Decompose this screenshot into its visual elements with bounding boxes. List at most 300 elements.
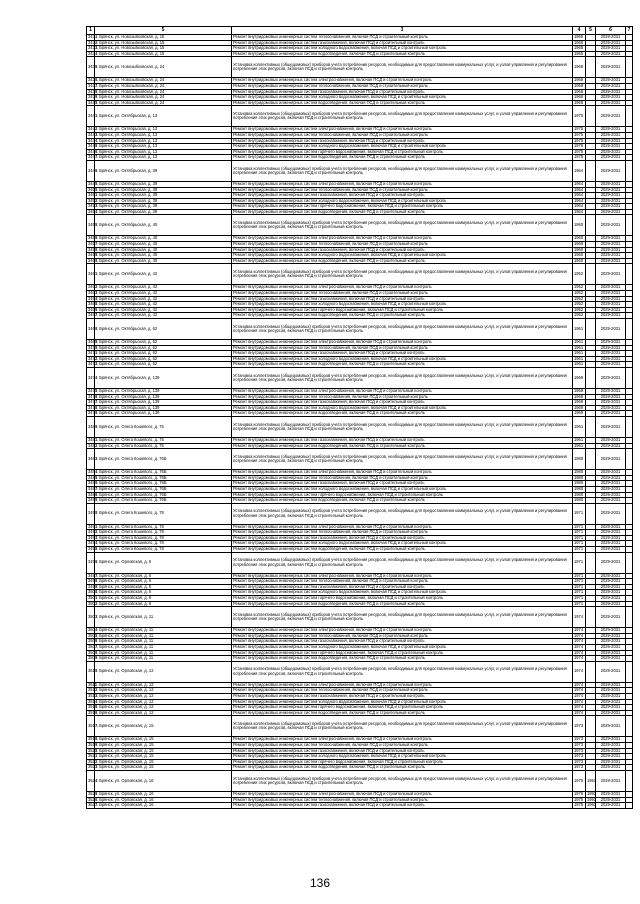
address-cell: г. Брянск, ул. Новозыбковская, д. 24: [95, 57, 232, 78]
row-number-cell: 3487: [88, 485, 98, 491]
work-type-cell: Ремонт внутридомовых инженерных систем водоотведения, включая ПСД и строительный контроль: [232, 443, 573, 449]
work-type-cell: Ремонт внутридомовых инженерных систем водоотведения, включая ПСД и строительный контроль: [232, 209, 573, 215]
empty-cell: [626, 319, 633, 340]
table-row: [87, 367, 633, 388]
work-type-cell: Ремонт внутридомовых инженерных систем водоотведения, включая ПСД и строительный контроль: [232, 362, 573, 368]
period-cell: 2029-2031: [596, 198, 626, 204]
work-type-cell: Ремонт внутридомовых инженерных систем электроснабжения, включая ПСД и строительный контроль: [232, 737, 573, 743]
year-cell: 1960: [573, 258, 586, 264]
empty-cell: [626, 215, 633, 236]
row-number-cell: 3463: [88, 290, 98, 296]
address-cell: г. Брянск, ул. Октябрьская, д. 39: [95, 187, 232, 193]
row-number-cell: 3509: [88, 655, 98, 661]
address-cell: г. Брянск, ул. Новозыбковская, д. 15: [95, 35, 232, 41]
work-type-cell: Установка коллективных (общедомовых) приборов учета потребления ресурсов, необходимых для предоставления коммунальных услуг, и узлов управления и регулирования потребления этих ресурсов, включая ПСД и строительный контроль: [232, 552, 573, 573]
period-cell: 2029-2031: [596, 803, 626, 809]
address-cell: г. Брянск, ул. Орловская, д. 15: [95, 748, 232, 754]
row-number-cell: 3461: [87, 264, 95, 285]
work-type-cell: Ремонт внутридомовых инженерных систем водоотведения, включая ПСД и строительный контроль: [232, 313, 573, 319]
period-cell: 2029-2031: [596, 144, 626, 150]
address-cell: г. Брянск, ул. Олега Кошевого, д. 75: [95, 443, 232, 449]
row-number-cell: 3478: [88, 404, 98, 410]
table-row: [87, 661, 633, 682]
header-cell: 3: [232, 27, 573, 35]
table-row: [87, 215, 633, 236]
extra-year-cell: [586, 367, 596, 388]
year-cell: 1952: [573, 307, 586, 313]
address-cell: г. Брянск, ул. Новозыбковская, д. 24: [95, 100, 232, 106]
address-cell: г. Брянск, ул. Новозыбковская, д. 15: [95, 51, 232, 57]
year-cell: 1975: [573, 144, 586, 150]
address-cell: г. Брянск, ул. Октябрьская, д. 13: [95, 155, 232, 161]
address-cell: г. Брянск, ул. Октябрьская, д. 62: [95, 356, 232, 362]
year-cell: 1980: [573, 492, 586, 498]
work-type-cell: Ремонт внутридомовых инженерных систем газоснабжения, включая ПСД и строительный контроль: [232, 247, 573, 253]
row-number-cell: 3464: [88, 295, 98, 301]
row-number-cell: 3453: [88, 203, 98, 209]
period-cell: 2029-2031: [596, 155, 626, 161]
year-cell: 1961: [573, 356, 586, 362]
work-type-cell: Ремонт внутридомовых инженерных систем электроснабжения, включая ПСД и строительный контроль: [232, 285, 573, 291]
row-number-cell: 3523: [88, 764, 98, 770]
extra-year-cell: [586, 416, 596, 437]
period-cell: 2029-2031: [596, 46, 626, 52]
row-number-cell: 3450: [88, 186, 98, 192]
period-cell: 2029-2031: [596, 405, 626, 411]
year-cell: 1971: [573, 552, 586, 573]
address-cell: г. Брянск, ул. Орловская, д. 11: [95, 607, 232, 628]
period-cell: 2029-2031: [596, 470, 626, 476]
row-number-cell: 3439: [88, 94, 98, 100]
year-cell: 1964: [573, 204, 586, 210]
year-cell: 1961: [573, 443, 586, 449]
period-cell: 2029-2031: [596, 748, 626, 754]
work-type-cell: Ремонт внутридомовых инженерных систем теплоснабжения, включая ПСД и строительный контроль: [232, 291, 573, 297]
row-number-cell: 3431: [88, 34, 98, 39]
period-cell: 2029-2031: [596, 400, 626, 406]
year-cell: 1960: [573, 215, 586, 236]
address-cell: г. Брянск, ул. Октябрьская, д. 40: [95, 215, 232, 236]
year-cell: 1971: [573, 579, 586, 585]
row-number-cell: 3522: [88, 758, 98, 764]
address-cell: г. Брянск, ул. Октябрьская, д. 13: [95, 138, 232, 144]
year-cell: 1969: [573, 411, 586, 417]
row-number-cell: 3516: [88, 709, 98, 715]
header-cell: 5: [586, 27, 596, 35]
row-number-cell: 3491: [88, 523, 98, 529]
year-cell: 1969: [573, 394, 586, 400]
address-cell: г. Брянск, ул. Октябрьская, д. 40: [95, 253, 232, 259]
period-cell: 2029-2031: [596, 650, 626, 656]
work-type-cell: Ремонт внутридомовых инженерных систем теплоснабжения, включая ПСД и строительный контроль: [232, 132, 573, 138]
address-cell: г. Брянск, ул. Орловская, д. 11: [95, 650, 232, 656]
address-cell: г. Брянск, ул. Октябрьская, д. 139: [95, 405, 232, 411]
period-cell: 2029-2031: [596, 215, 626, 236]
year-cell: 1952: [573, 296, 586, 302]
period-cell: 2029-2031: [596, 601, 626, 607]
year-cell: 1975: [573, 770, 586, 791]
address-cell: г. Брянск, ул. Орловская, д. 15: [95, 742, 232, 748]
period-cell: 2029-2031: [596, 705, 626, 711]
work-type-cell: Ремонт внутридомовых инженерных систем электроснабжения, включая ПСД и строительный контроль: [232, 236, 573, 242]
address-cell: г. Брянск, ул. Новозыбковская, д. 15: [95, 40, 232, 46]
year-cell: 1961: [573, 437, 586, 443]
row-number-cell: 3440: [88, 99, 98, 105]
extra-year-cell: [586, 449, 596, 470]
work-type-cell: Ремонт внутридомовых инженерных систем горячего водоснабжения, включая ПСД и строительный контроль: [232, 149, 573, 155]
year-cell: 1971: [573, 524, 586, 530]
row-number-cell: 3521: [88, 753, 98, 759]
row-number-cell: 3513: [88, 692, 98, 698]
address-cell: г. Брянск, ул. Олега Кошевого, д. 78: [95, 503, 232, 524]
address-cell: г. Брянск, ул. Орловская, д. 6: [95, 596, 232, 602]
address-cell: г. Брянск, ул. Орловская, д. 6: [95, 552, 232, 573]
work-type-cell: Установка коллективных (общедомовых) приборов учета потребления ресурсов, необходимых для предоставления коммунальных услуг, и узлов управления и регулирования потребления этих ресурсов, включая ПСД и строительный контроль: [232, 607, 573, 628]
row-number-cell: 3457: [88, 241, 98, 247]
year-cell: 1961: [573, 362, 586, 368]
work-type-cell: Ремонт внутридомовых инженерных систем теплоснабжения, включая ПСД и строительный контроль: [232, 242, 573, 248]
row-number-cell: 3517: [87, 716, 95, 737]
work-type-cell: Ремонт внутридомовых инженерных систем теплоснабжения, включая ПСД и строительный контроль: [232, 797, 573, 803]
work-type-cell: Ремонт внутридомовых инженерных систем электроснабжения, включая ПСД и строительный контроль: [232, 127, 573, 133]
year-cell: 1971: [573, 541, 586, 547]
table-row: [87, 552, 633, 573]
period-cell: 2029-2031: [596, 573, 626, 579]
period-cell: 2029-2031: [596, 78, 626, 84]
row-number-cell: 3493: [88, 534, 98, 540]
period-cell: 2029-2031: [596, 661, 626, 682]
row-number-cell: 3495: [88, 546, 98, 552]
year-cell: 1971: [573, 535, 586, 541]
address-cell: г. Брянск, ул. Орловская, д. 6: [95, 584, 232, 590]
year-cell: 1971: [573, 584, 586, 590]
period-cell: 2029-2031: [596, 437, 626, 443]
address-cell: г. Брянск, ул. Октябрьская, д. 62: [95, 319, 232, 340]
row-number-cell: 3445: [88, 143, 98, 149]
address-cell: г. Брянск, ул. Орловская, д. 12: [95, 705, 232, 711]
period-cell: 2029-2031: [596, 541, 626, 547]
row-number-cell: 3443: [88, 131, 98, 137]
work-type-cell: Ремонт внутридомовых инженерных систем горячего водоснабжения, включая ПСД и строительный контроль: [232, 492, 573, 498]
period-cell: 2029-2031: [596, 247, 626, 253]
extra-year-cell: [586, 607, 596, 628]
address-cell: г. Брянск, ул. Орловская, д. 6: [95, 601, 232, 607]
row-number-cell: 3468: [87, 319, 95, 340]
address-cell: г. Брянск, ул. Орловская, д. 6: [95, 573, 232, 579]
row-number-cell: 3512: [88, 687, 98, 693]
year-cell: 1971: [573, 601, 586, 607]
address-cell: г. Брянск, ул. Орловская, д. 12: [95, 699, 232, 705]
period-cell: 2029-2031: [596, 313, 626, 319]
work-type-cell: Ремонт внутридомовых инженерных систем газоснабжения, включая ПСД и строительный контроль: [232, 351, 573, 357]
period-cell: 2029-2031: [596, 367, 626, 388]
address-cell: г. Брянск, ул. Орловская, д. 12: [95, 688, 232, 694]
row-number-cell: 3502: [88, 600, 98, 606]
work-type-cell: Установка коллективных (общедомовых) приборов учета потребления ресурсов, необходимых для предоставления коммунальных услуг, и узлов управления и регулирования потребления этих ресурсов, включая ПСД и строительный контроль: [232, 264, 573, 285]
empty-cell: [626, 607, 633, 628]
row-number-cell: 3436: [88, 77, 98, 83]
row-number-cell: 3505: [88, 632, 98, 638]
work-type-cell: Ремонт внутридомовых инженерных систем водоотведения, включая ПСД и строительный контроль: [232, 100, 573, 106]
period-cell: 2029-2031: [596, 83, 626, 89]
period-cell: 2029-2031: [596, 340, 626, 346]
work-type-cell: Ремонт внутридомовых инженерных систем газоснабжения, включая ПСД и строительный контроль: [232, 138, 573, 144]
row-number-cell: 3471: [88, 350, 98, 356]
work-type-cell: Ремонт внутридомовых инженерных систем теплоснабжения, включая ПСД и строительный контроль: [232, 633, 573, 639]
year-cell: 1961: [573, 340, 586, 346]
year-cell: 1975: [573, 132, 586, 138]
row-number-cell: 3459: [88, 252, 98, 258]
year-cell: 1971: [573, 547, 586, 553]
year-cell: 1973: [573, 759, 586, 765]
address-cell: г. Брянск, ул. Орловская, д. 12: [95, 710, 232, 716]
address-cell: г. Брянск, ул. Октябрьская, д. 42: [95, 291, 232, 297]
extra-year-cell: [586, 160, 596, 181]
work-type-cell: Ремонт внутридомовых инженерных систем газоснабжения, включая ПСД и строительный контроль: [232, 400, 573, 406]
table-row: [87, 57, 633, 78]
period-cell: 2029-2031: [596, 264, 626, 285]
work-type-cell: Ремонт внутридомовых инженерных систем газоснабжения, включая ПСД и строительный контроль: [232, 748, 573, 754]
year-cell: 1960: [573, 247, 586, 253]
year-cell: 1975: [573, 149, 586, 155]
period-cell: 2029-2031: [596, 132, 626, 138]
table-row: [87, 160, 633, 181]
table-row: [87, 716, 633, 737]
empty-cell: [626, 552, 633, 573]
period-cell: 2029-2031: [596, 530, 626, 536]
period-cell: 2029-2031: [596, 486, 626, 492]
year-cell: 1975: [573, 127, 586, 133]
year-cell: 1968: [573, 95, 586, 101]
work-type-cell: Ремонт внутридомовых инженерных систем водоотведения, включая ПСД и строительный контроль: [232, 710, 573, 716]
period-cell: 2029-2031: [596, 524, 626, 530]
extra-year-cell: [586, 106, 596, 127]
row-number-cell: 3455: [87, 215, 95, 236]
period-cell: 2029-2031: [596, 351, 626, 357]
extra-year-cell: [586, 552, 596, 573]
work-type-cell: Ремонт внутридомовых инженерных систем электроснабжения, включая ПСД и строительный контроль: [232, 791, 573, 797]
row-number-cell: 3492: [88, 529, 98, 535]
period-cell: 2029-2031: [596, 242, 626, 248]
period-cell: 2029-2031: [596, 51, 626, 57]
year-cell: 1975: [573, 155, 586, 161]
year-cell: 1952: [573, 313, 586, 319]
period-cell: 2029-2031: [596, 100, 626, 106]
work-type-cell: Установка коллективных (общедомовых) приборов учета потребления ресурсов, необходимых для предоставления коммунальных услуг, и узлов управления и регулирования потребления этих ресурсов, включая ПСД и строительный контроль: [232, 661, 573, 682]
address-cell: г. Брянск, ул. Орловская, д. 12: [95, 661, 232, 682]
period-cell: 2029-2031: [596, 204, 626, 210]
year-cell: 1964: [573, 160, 586, 181]
period-cell: 2029-2031: [596, 149, 626, 155]
period-cell: 2029-2031: [596, 699, 626, 705]
work-type-cell: Ремонт внутридомовых инженерных систем водоотведения, включая ПСД и строительный контроль: [232, 155, 573, 161]
address-cell: г. Брянск, ул. Октябрьская, д. 42: [95, 307, 232, 313]
year-cell: 1980: [573, 475, 586, 481]
empty-cell: [626, 770, 633, 791]
work-type-cell: Ремонт внутридомовых инженерных систем газоснабжения, включая ПСД и строительный контроль: [232, 40, 573, 46]
year-cell: 1974: [573, 693, 586, 699]
period-cell: 2029-2031: [596, 209, 626, 215]
extra-year-cell: 1992: [586, 770, 596, 791]
work-type-cell: Установка коллективных (общедомовых) приборов учета потребления ресурсов, необходимых для предоставления коммунальных услуг, и узлов управления и регулирования потребления этих ресурсов, включая ПСД и строительный контроль: [232, 160, 573, 181]
work-type-cell: Установка коллективных (общедомовых) приборов учета потребления ресурсов, необходимых для предоставления коммунальных услуг, и узлов управления и регулирования потребления этих ресурсов, включая ПСД и строительный контроль: [232, 770, 573, 791]
work-type-cell: Установка коллективных (общедомовых) приборов учета потребления ресурсов, необходимых для предоставления коммунальных услуг, и узлов управления и регулирования потребления этих ресурсов, включая ПСД и строительный контроль: [232, 503, 573, 524]
period-cell: 2029-2031: [596, 193, 626, 199]
work-type-cell: Ремонт внутридомовых инженерных систем холодного водоснабжения, включая ПСД и строительный контроль: [232, 144, 573, 150]
row-number-cell: 3514: [88, 698, 98, 704]
header-cell: 4: [573, 27, 586, 35]
extra-year-cell: [586, 503, 596, 524]
year-cell: 1980: [573, 486, 586, 492]
period-cell: 2029-2031: [596, 449, 626, 470]
header-cell: 5: [95, 27, 232, 35]
table-row: [87, 106, 633, 127]
row-number-cell: 3442: [88, 126, 98, 132]
period-cell: 2029-2031: [596, 498, 626, 504]
address-cell: г. Брянск, ул. Новозыбковская, д. 24: [95, 89, 232, 95]
row-number-cell: 3485: [88, 474, 98, 480]
period-cell: 2029-2031: [596, 633, 626, 639]
extra-year-cell: [586, 264, 596, 285]
year-cell: 1974: [573, 607, 586, 628]
year-cell: 1968: [573, 78, 586, 84]
row-number-cell: 3434: [88, 50, 98, 56]
row-number-cell: 3438: [88, 88, 98, 94]
period-cell: 2029-2031: [596, 688, 626, 694]
address-cell: г. Брянск, ул. Октябрьская, д. 13: [95, 106, 232, 127]
year-cell: 1971: [573, 596, 586, 602]
year-cell: 1961: [573, 319, 586, 340]
work-type-cell: Ремонт внутридомовых инженерных систем электроснабжения, включая ПСД и строительный контроль: [232, 682, 573, 688]
work-type-cell: Ремонт внутридомовых инженерных систем газоснабжения, включая ПСД и строительный контроль: [232, 693, 573, 699]
address-cell: г. Брянск, ул. Октябрьская, д. 62: [95, 351, 232, 357]
year-cell: 1971: [573, 530, 586, 536]
work-type-cell: Ремонт внутридомовых инженерных систем горячего водоснабжения, включая ПСД и строительный контроль: [232, 596, 573, 602]
year-cell: 1960: [573, 242, 586, 248]
table-row: [87, 803, 633, 809]
row-number-cell: 3475: [88, 387, 98, 393]
work-type-cell: Ремонт внутридомовых инженерных систем электроснабжения, включая ПСД и строительный контроль: [232, 628, 573, 634]
period-cell: 2029-2031: [596, 475, 626, 481]
address-cell: г. Брянск, ул. Олега Кошевого, д. 78: [95, 547, 232, 553]
work-type-cell: Установка коллективных (общедомовых) приборов учета потребления ресурсов, необходимых для предоставления коммунальных услуг, и узлов управления и регулирования потребления этих ресурсов, включая ПСД и строительный контроль: [232, 449, 573, 470]
year-cell: 1974: [573, 628, 586, 634]
work-type-cell: Ремонт внутридомовых инженерных систем холодного водоснабжения, включая ПСД и строительный контроль: [232, 754, 573, 760]
year-cell: 1952: [573, 291, 586, 297]
period-cell: 2029-2031: [596, 296, 626, 302]
address-cell: г. Брянск, ул. Октябрьская, д. 42: [95, 285, 232, 291]
period-cell: 2029-2031: [596, 765, 626, 771]
work-type-cell: Ремонт внутридомовых инженерных систем теплоснабжения, включая ПСД и строительный контроль: [232, 688, 573, 694]
address-cell: г. Брянск, ул. Октябрьская, д. 42: [95, 296, 232, 302]
work-type-cell: Ремонт внутридомовых инженерных систем водоотведения, включая ПСД и строительный контроль: [232, 51, 573, 57]
period-cell: 2029-2031: [596, 693, 626, 699]
year-cell: 1980: [573, 470, 586, 476]
year-cell: 1965: [573, 51, 586, 57]
row-number-cell: 3446: [88, 148, 98, 154]
work-type-cell: Ремонт внутридомовых инженерных систем горячего водоснабжения, включая ПСД и строительный контроль: [232, 759, 573, 765]
year-cell: 1974: [573, 710, 586, 716]
address-cell: г. Брянск, ул. Октябрьская, д. 39: [95, 204, 232, 210]
header-cell: 7: [626, 27, 633, 35]
year-cell: 1969: [573, 400, 586, 406]
row-number-cell: 3452: [88, 197, 98, 203]
work-type-cell: Ремонт внутридомовых инженерных систем электроснабжения, включая ПСД и строительный контроль: [232, 78, 573, 84]
address-cell: г. Брянск, ул. Октябрьская, д. 139: [95, 411, 232, 417]
period-cell: 2029-2031: [596, 770, 626, 791]
row-number-cell: 3508: [88, 649, 98, 655]
address-cell: г. Брянск, ул. Октябрьская, д. 62: [95, 362, 232, 368]
row-number-cell: 3484: [88, 469, 98, 475]
period-cell: 2029-2031: [596, 596, 626, 602]
work-type-cell: Установка коллективных (общедомовых) приборов учета потребления ресурсов, необходимых для предоставления коммунальных услуг, и узлов управления и регулирования потребления этих ресурсов, включая ПСД и строительный контроль: [232, 416, 573, 437]
row-number-cell: 3519: [88, 741, 98, 747]
row-number-cell: 3489: [88, 497, 98, 503]
period-cell: 2029-2031: [596, 258, 626, 264]
period-cell: 2029-2031: [596, 552, 626, 573]
address-cell: г. Брянск, ул. Олега Кошевого, д. 76Б: [95, 498, 232, 504]
row-number-cell: 3432: [88, 39, 98, 45]
row-number-cell: 3503: [87, 607, 95, 628]
year-cell: 1968: [573, 57, 586, 78]
year-cell: 1968: [573, 89, 586, 95]
period-cell: 2029-2031: [596, 388, 626, 394]
work-type-cell: Ремонт внутридомовых инженерных систем газоснабжения, включая ПСД и строительный контроль: [232, 437, 573, 443]
year-cell: 1974: [573, 639, 586, 645]
year-cell: 1975: [573, 106, 586, 127]
period-cell: 2029-2031: [596, 742, 626, 748]
row-number-cell: 3490: [87, 503, 95, 524]
period-cell: 2029-2031: [596, 416, 626, 437]
address-cell: г. Брянск, ул. Октябрьская, д. 139: [95, 400, 232, 406]
address-cell: г. Брянск, ул. Олега Кошевого, д. 76Б: [95, 470, 232, 476]
page-number: 136: [309, 876, 331, 890]
work-type-cell: Ремонт внутридомовых инженерных систем электроснабжения, включая ПСД и строительный контроль: [232, 340, 573, 346]
address-cell: г. Брянск, ул. Орловская, д. 11: [95, 633, 232, 639]
year-cell: 1964: [573, 209, 586, 215]
work-type-cell: Установка коллективных (общедомовых) приборов учета потребления ресурсов, необходимых для предоставления коммунальных услуг, и узлов управления и регулирования потребления этих ресурсов, включая ПСД и строительный контроль: [232, 319, 573, 340]
work-type-cell: Ремонт внутридомовых инженерных систем теплоснабжения, включая ПСД и строительный контроль: [232, 394, 573, 400]
address-cell: г. Брянск, ул. Орловская, д. 16: [95, 797, 232, 803]
work-type-cell: Ремонт внутридомовых инженерных систем газоснабжения, включая ПСД и строительный контроль: [232, 803, 573, 809]
address-cell: г. Брянск, ул. Октябрьская, д. 42: [95, 302, 232, 308]
address-cell: г. Брянск, ул. Олега Кошевого, д. 78: [95, 530, 232, 536]
year-cell: 1969: [573, 388, 586, 394]
work-type-cell: Ремонт внутридомовых инженерных систем электроснабжения, включая ПСД и строительный контроль: [232, 181, 573, 187]
work-type-cell: Ремонт внутридомовых инженерных систем электроснабжения, включая ПСД и строительный контроль: [232, 470, 573, 476]
table-row: [87, 503, 633, 524]
work-type-cell: Ремонт внутридомовых инженерных систем холодного водоснабжения, включая ПСД и строительный контроль: [232, 486, 573, 492]
year-cell: 1980: [573, 481, 586, 487]
work-type-cell: Ремонт внутридомовых инженерных систем горячего водоснабжения, включая ПСД и строительный контроль: [232, 307, 573, 313]
year-cell: 1968: [573, 83, 586, 89]
address-cell: г. Брянск, ул. Орловская, д. 12: [95, 693, 232, 699]
work-type-cell: Ремонт внутридомовых инженерных систем газоснабжения, включая ПСД и строительный контроль: [232, 584, 573, 590]
period-cell: 2029-2031: [596, 394, 626, 400]
year-cell: 1974: [573, 688, 586, 694]
year-cell: 1973: [573, 754, 586, 760]
period-cell: 2029-2031: [596, 759, 626, 765]
address-cell: г. Брянск, ул. Орловская, д. 11: [95, 628, 232, 634]
row-number-cell: 3526: [88, 796, 98, 802]
table-row: [87, 607, 633, 628]
address-cell: г. Брянск, ул. Октябрьская, д. 13: [95, 127, 232, 133]
work-type-cell: Ремонт внутридомовых инженерных систем электроснабжения, включая ПСД и строительный контроль: [232, 524, 573, 530]
period-cell: 2029-2031: [596, 579, 626, 585]
address-cell: г. Брянск, ул. Олега Кошевого, д. 75: [95, 416, 232, 437]
period-cell: 2029-2031: [596, 411, 626, 417]
header-cell: 1: [87, 27, 95, 35]
